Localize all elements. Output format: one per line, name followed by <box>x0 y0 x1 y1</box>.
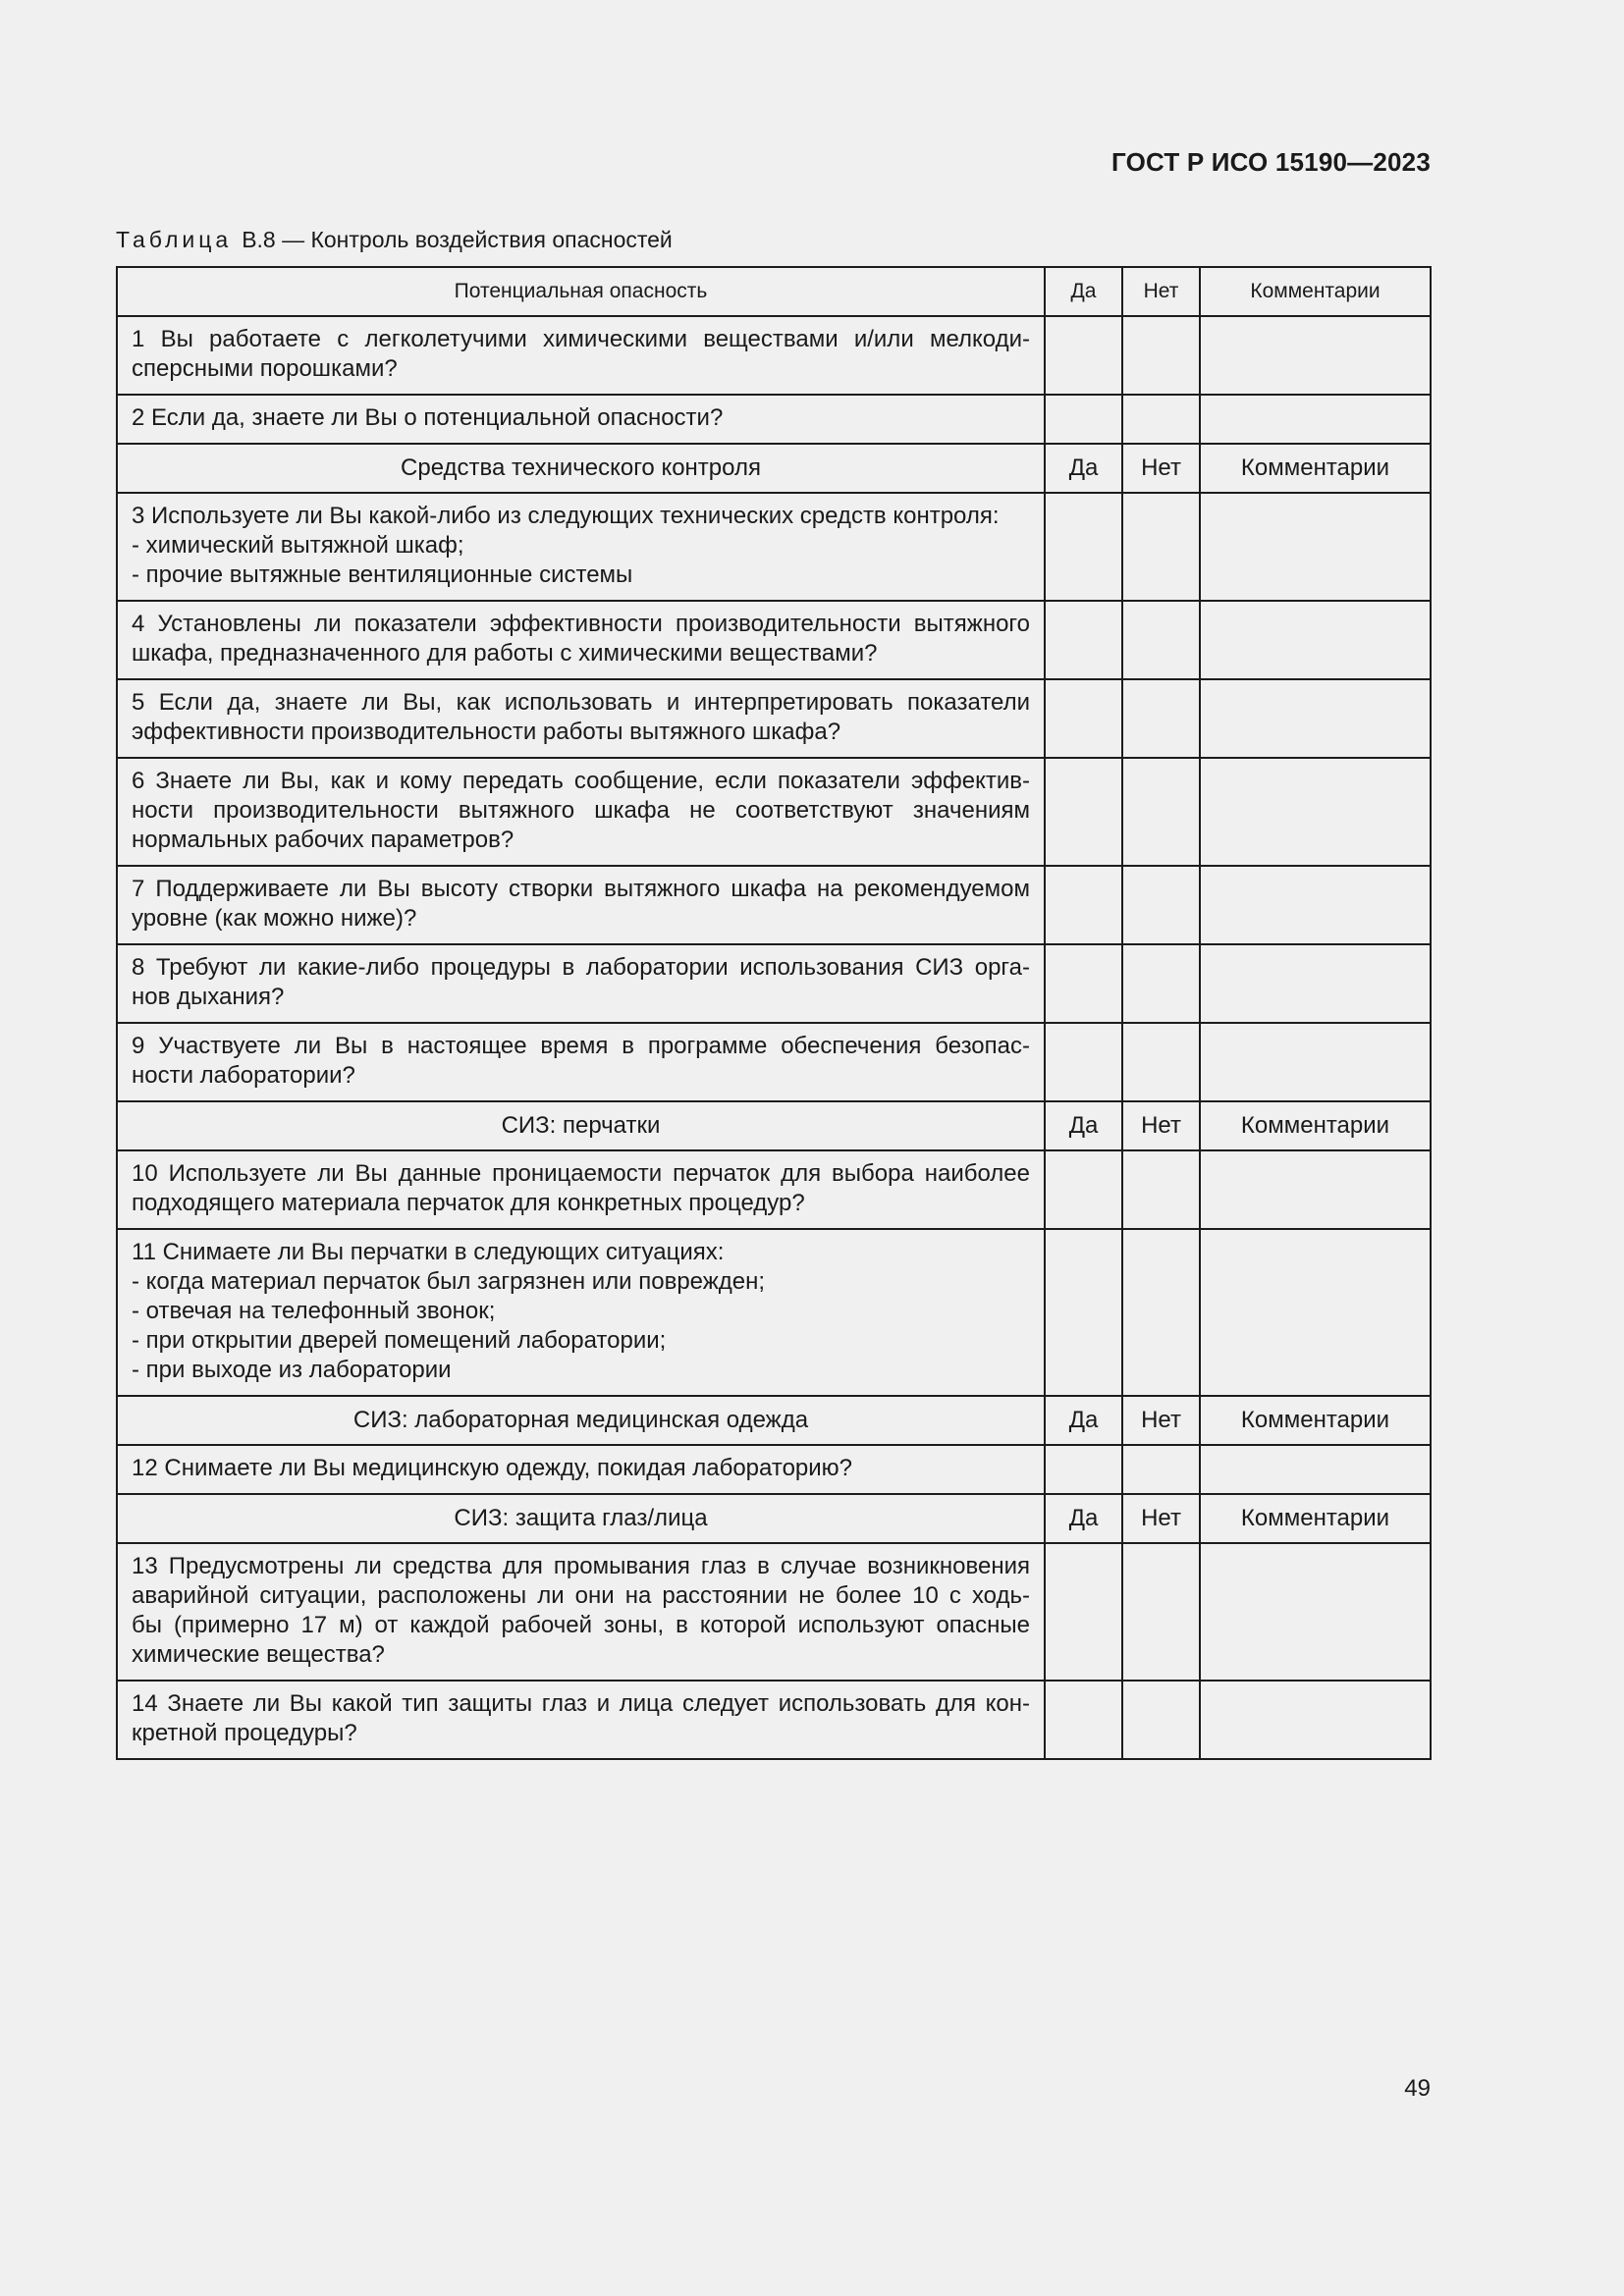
answer-cell-no[interactable] <box>1121 394 1199 443</box>
hazard-control-table <box>116 266 1432 1755</box>
section-column-no: Нет <box>1121 1100 1199 1149</box>
question-line: 9 Участвуете ли Вы в настоящее время в программе обеспечения безопас- <box>132 1033 1030 1059</box>
answer-cell-yes[interactable] <box>1044 1228 1121 1395</box>
question-text <box>116 315 1044 394</box>
answer-cell-yes[interactable] <box>1044 1444 1121 1493</box>
answer-cell-no[interactable] <box>1121 865 1199 943</box>
answer-cell-no[interactable] <box>1121 1542 1199 1680</box>
answer-cell-no[interactable] <box>1121 492 1199 600</box>
column-header-comments: Комментарии <box>1199 266 1432 315</box>
question-text <box>116 943 1044 1022</box>
answer-cell-comments[interactable] <box>1199 943 1432 1022</box>
question-line: 13 Предусмотрены ли средства для промывания глаз в случае возникновения <box>132 1553 1030 1579</box>
column-header-yes: Да <box>1044 266 1121 315</box>
question-text <box>116 1444 1044 1493</box>
table-row <box>116 600 1432 678</box>
question-line: эффективности производительности работы вытяжного шкафа? <box>132 719 841 745</box>
answer-cell-no[interactable] <box>1121 1149 1199 1228</box>
answer-cell-no[interactable] <box>1121 757 1199 865</box>
question-text <box>116 865 1044 943</box>
answer-cell-no[interactable] <box>1121 943 1199 1022</box>
question-line: шкафа, предназначенного для работы с химическими веществами? <box>132 640 878 667</box>
table-caption-text: В.8 — Контроль воздействия опасностей <box>242 227 673 252</box>
section-column-comments: Комментарии <box>1199 1100 1432 1149</box>
section-column-comments: Комментарии <box>1199 1493 1432 1542</box>
table-bottom-border <box>116 1758 1432 1760</box>
answer-cell-comments[interactable] <box>1199 394 1432 443</box>
question-text <box>116 757 1044 865</box>
table-row <box>116 492 1432 600</box>
answer-cell-yes[interactable] <box>1044 1542 1121 1680</box>
question-line: 4 Установлены ли показатели эффективности производительности вытяжного <box>132 611 1030 637</box>
question-line: 8 Требуют ли какие-либо процедуры в лаборатории использования СИЗ орга- <box>132 954 1030 981</box>
answer-cell-comments[interactable] <box>1199 865 1432 943</box>
answer-cell-yes[interactable] <box>1044 865 1121 943</box>
answer-cell-yes[interactable] <box>1044 1022 1121 1100</box>
answer-cell-comments[interactable] <box>1199 1149 1432 1228</box>
table-caption <box>116 227 673 253</box>
question-line: ности лаборатории? <box>132 1062 355 1089</box>
table-row <box>116 394 1432 443</box>
question-line: аварийной ситуации, расположены ли они на расстоянии не более 10 с ходь- <box>132 1582 1030 1609</box>
answer-cell-yes[interactable] <box>1044 394 1121 443</box>
question-line: 2 Если да, знаете ли Вы о потенциальной опасности? <box>132 404 724 431</box>
section-column-comments: Комментарии <box>1199 1395 1432 1444</box>
table-row <box>116 315 1432 394</box>
question-text <box>116 394 1044 443</box>
question-line: 14 Знаете ли Вы какой тип защиты глаз и лица следует использовать для кон- <box>132 1690 1030 1717</box>
answer-cell-no[interactable] <box>1121 1680 1199 1758</box>
question-text <box>116 600 1044 678</box>
table-row <box>116 1444 1432 1493</box>
table-row <box>116 1542 1432 1680</box>
section-column-no: Нет <box>1121 443 1199 492</box>
question-line: химические вещества? <box>132 1641 385 1668</box>
question-line: нормальных рабочих параметров? <box>132 827 514 853</box>
table-row <box>116 1680 1432 1758</box>
question-text <box>116 1228 1044 1395</box>
question-text <box>116 1149 1044 1228</box>
section-column-yes: Да <box>1044 443 1121 492</box>
section-column-no: Нет <box>1121 1493 1199 1542</box>
answer-cell-no[interactable] <box>1121 315 1199 394</box>
question-line: - когда материал перчаток был загрязнен или поврежден; <box>132 1268 766 1295</box>
section-column-yes: Да <box>1044 1493 1121 1542</box>
question-line: нов дыхания? <box>132 984 285 1010</box>
table-row <box>116 1022 1432 1100</box>
question-line: - прочие вытяжные вентиляционные системы <box>132 561 633 588</box>
table-row <box>116 757 1432 865</box>
answer-cell-comments[interactable] <box>1199 678 1432 757</box>
section-title: СИЗ: защита глаз/лица <box>116 1493 1044 1542</box>
question-line: - при открытии дверей помещений лаборатории; <box>132 1327 667 1354</box>
answer-cell-no[interactable] <box>1121 1228 1199 1395</box>
question-line: 12 Снимаете ли Вы медицинскую одежду, покидая лабораторию? <box>132 1455 853 1481</box>
section-header-row <box>116 1100 1432 1149</box>
answer-cell-no[interactable] <box>1121 1022 1199 1100</box>
section-column-no: Нет <box>1121 1395 1199 1444</box>
answer-cell-yes[interactable] <box>1044 943 1121 1022</box>
section-title: СИЗ: перчатки <box>116 1100 1044 1149</box>
answer-cell-comments[interactable] <box>1199 1680 1432 1758</box>
section-title: Средства технического контроля <box>116 443 1044 492</box>
answer-cell-yes[interactable] <box>1044 1149 1121 1228</box>
answer-cell-comments[interactable] <box>1199 492 1432 600</box>
question-text <box>116 492 1044 600</box>
table-row <box>116 678 1432 757</box>
answer-cell-yes[interactable] <box>1044 492 1121 600</box>
question-line: - химический вытяжной шкаф; <box>132 532 464 559</box>
table-row <box>116 1149 1432 1228</box>
answer-cell-comments[interactable] <box>1199 600 1432 678</box>
question-line: 6 Знаете ли Вы, как и кому передать сообщение, если показатели эффектив- <box>132 768 1030 794</box>
question-text <box>116 1542 1044 1680</box>
section-column-yes: Да <box>1044 1100 1121 1149</box>
section-header-row <box>116 1493 1432 1542</box>
question-line: 3 Используете ли Вы какой-либо из следующих технических средств контроля: <box>132 503 1000 529</box>
question-line: бы (примерно 17 м) от каждой рабочей зоны, в которой используют опасные <box>132 1612 1030 1638</box>
question-line: ности производительности вытяжного шкафа не соответствуют значениям <box>132 797 1030 824</box>
answer-cell-no[interactable] <box>1121 1444 1199 1493</box>
page-number: 49 <box>1404 2075 1431 2102</box>
table-header-row <box>116 266 1432 315</box>
answer-cell-yes[interactable] <box>1044 757 1121 865</box>
table-caption-label: Таблица <box>116 227 233 252</box>
answer-cell-yes[interactable] <box>1044 1680 1121 1758</box>
section-title: СИЗ: лабораторная медицинская одежда <box>116 1395 1044 1444</box>
answer-cell-comments[interactable] <box>1199 315 1432 394</box>
question-line: кретной процедуры? <box>132 1720 357 1746</box>
table-row <box>116 1228 1432 1395</box>
answer-cell-no[interactable] <box>1121 600 1199 678</box>
section-header-row <box>116 443 1432 492</box>
table-row <box>116 865 1432 943</box>
section-header-row <box>116 1395 1432 1444</box>
question-line: - отвечая на телефонный звонок; <box>132 1298 496 1324</box>
answer-cell-comments[interactable] <box>1199 1022 1432 1100</box>
answer-cell-yes[interactable] <box>1044 678 1121 757</box>
question-line: 7 Поддерживаете ли Вы высоту створки вытяжного шкафа на рекомендуемом <box>132 876 1030 902</box>
answer-cell-no[interactable] <box>1121 678 1199 757</box>
question-line: сперсными порошками? <box>132 355 398 382</box>
question-line: 10 Используете ли Вы данные проницаемости перчаток для выбора наиболее <box>132 1160 1030 1187</box>
question-line: уровне (как можно ниже)? <box>132 905 417 932</box>
question-line: 1 Вы работаете с легколетучими химическими веществами и/или мелкоди- <box>132 326 1030 352</box>
table-row <box>116 943 1432 1022</box>
answer-cell-comments[interactable] <box>1199 757 1432 865</box>
question-line: - при выходе из лаборатории <box>132 1357 452 1383</box>
answer-cell-comments[interactable] <box>1199 1444 1432 1493</box>
question-text <box>116 678 1044 757</box>
column-header-no: Нет <box>1121 266 1199 315</box>
column-header-hazard: Потенциальная опасность <box>116 266 1044 315</box>
section-column-yes: Да <box>1044 1395 1121 1444</box>
standard-designation: ГОСТ Р ИСО 15190—2023 <box>1110 147 1431 177</box>
answer-cell-comments[interactable] <box>1199 1228 1432 1395</box>
question-text <box>116 1022 1044 1100</box>
section-column-comments: Комментарии <box>1199 443 1432 492</box>
question-line: 11 Снимаете ли Вы перчатки в следующих ситуациях: <box>132 1239 725 1265</box>
answer-cell-yes[interactable] <box>1044 600 1121 678</box>
question-line: подходящего материала перчаток для конкретных процедур? <box>132 1190 805 1216</box>
answer-cell-yes[interactable] <box>1044 315 1121 394</box>
question-line: 5 Если да, знаете ли Вы, как использовать и интерпретировать показатели <box>132 689 1030 716</box>
question-text <box>116 1680 1044 1758</box>
answer-cell-comments[interactable] <box>1199 1542 1432 1680</box>
